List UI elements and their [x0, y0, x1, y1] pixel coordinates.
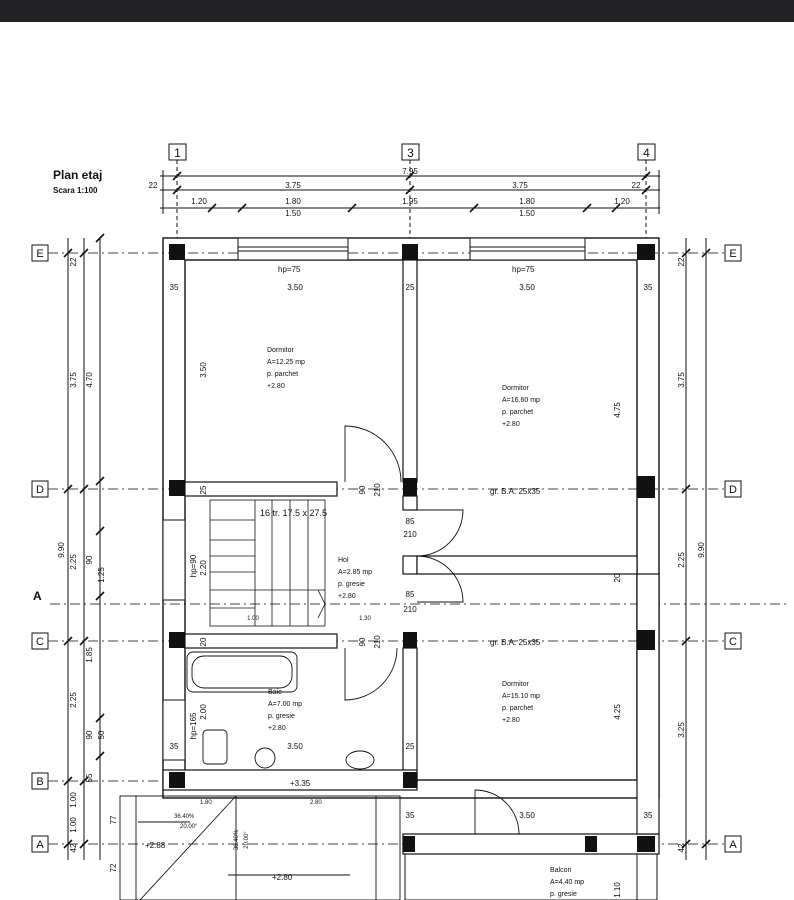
axis-label-right-A: A — [729, 839, 737, 851]
dim-bath-h: 2.00 — [199, 704, 208, 720]
svg-text:A=15.10 mp: A=15.10 mp — [502, 693, 540, 700]
dim-left-inner-8: 72 — [109, 863, 118, 873]
dim-left-total: 9.90 — [57, 542, 66, 558]
level-1: +3.35 — [290, 779, 311, 788]
dim-left-outer-4: 1.00 — [69, 792, 78, 808]
section-mark-left: A — [33, 589, 42, 603]
dim-hall-w: 1.30 — [359, 616, 371, 622]
room-dormitor-2 — [502, 385, 540, 428]
dim-left-inner-5: 90 — [85, 730, 94, 740]
axis-label-right-E: E — [729, 248, 737, 260]
dim-stair-6: 25 — [199, 485, 208, 495]
bathroom-fixtures — [187, 652, 374, 769]
svg-text:p. gresie: p. gresie — [338, 581, 365, 588]
axis-label-3: 3 — [407, 146, 414, 160]
room-dormitor-3 — [502, 681, 540, 724]
level-3: +2.80 — [272, 873, 293, 882]
svg-text:+2.80: +2.80 — [268, 725, 286, 732]
beam-label-c: gr. B.A. 25x35 — [490, 638, 541, 647]
dim-left-inner-1: 4.70 — [85, 372, 94, 388]
dim-opening-2: 1.80 — [285, 197, 301, 206]
dim-opening-3: 1.95 — [402, 197, 418, 206]
dim-bay-left: 3.75 — [285, 181, 301, 190]
dim-room-w-2: 3.50 — [519, 283, 535, 292]
svg-text:A=2.85 mp: A=2.85 mp — [338, 569, 373, 576]
axis-bubble-4 — [638, 144, 655, 160]
dim-room-h-lower: 4.25 — [613, 704, 622, 720]
level-2: +2.88 — [145, 841, 166, 850]
window-hp-bath: hp=165 — [189, 712, 198, 740]
dim-right-outer-1: 3.75 — [677, 372, 686, 388]
dim-door-2-h: 210 — [403, 605, 417, 614]
svg-text:p. parchet: p. parchet — [267, 371, 299, 378]
dim-right-outer-3: 3.25 — [677, 722, 686, 738]
dim-stair-2: 1.00 — [247, 616, 259, 622]
dim-opening-h-1: 1.50 — [285, 209, 301, 218]
dim-left-inner-3: 90 — [85, 555, 94, 565]
dim-balcony-w: 3.50 — [519, 811, 535, 820]
axis-label-left-B: B — [36, 776, 44, 788]
dim-door-4-h: 210 — [373, 635, 382, 649]
window-hp-stair: hp=90 — [189, 554, 198, 578]
svg-text:Dormitor: Dormitor — [502, 385, 529, 392]
plan-scale: Scara 1:100 — [53, 186, 98, 195]
svg-text:p. parchet: p. parchet — [502, 409, 534, 416]
axis-label-1: 1 — [174, 146, 181, 160]
dim-stair-1: 2.20 — [199, 560, 208, 576]
dim-door-3-h: 210 — [373, 483, 382, 497]
svg-text:+2.80: +2.80 — [338, 593, 356, 600]
dim-door-2-w: 85 — [405, 590, 415, 599]
dim-right-outer-2: 2.25 — [677, 552, 686, 568]
dim-left-outer-1: 3.75 — [69, 372, 78, 388]
dim-door-1-w: 85 — [405, 517, 415, 526]
dim-left-inner-2: 1.25 — [97, 567, 106, 583]
dim-opening-5: 1.20 — [614, 197, 630, 206]
dim-stair-4: 20 — [613, 573, 622, 583]
beam-label-d: gr. B.A. 25x35 — [490, 487, 541, 496]
dim-right-edge-1: 22 — [677, 257, 686, 267]
svg-text:A=7.00 mp: A=7.00 mp — [268, 701, 303, 708]
roof-slope-4: 20.00° — [244, 831, 250, 849]
room-balcon — [550, 867, 584, 898]
dim-room-w-1: 3.50 — [287, 283, 303, 292]
dim-wall-5: 35 — [405, 811, 415, 820]
dim-left-extra-1: 50 — [97, 730, 106, 740]
dim-wall-4: 35 — [643, 811, 653, 820]
dim-left-edge-1: 22 — [69, 257, 78, 267]
dim-door-4-w: 90 — [358, 637, 367, 647]
dim-edge-left-top: 22 — [148, 181, 158, 190]
roof-slope-1: 36.40% — [174, 814, 195, 820]
roof-slope-2: 20.00° — [180, 824, 198, 830]
dim-left-edge-2: 42 — [69, 843, 78, 853]
dim-mid-wall-1: 25 — [405, 283, 415, 292]
dim-left-outer-5: 1.00 — [69, 817, 78, 833]
svg-text:Balcon: Balcon — [550, 867, 572, 874]
axis-label-left-E: E — [36, 248, 44, 260]
dim-left-inner-4: 1.85 — [85, 647, 94, 663]
dim-opening-4: 1.80 — [519, 197, 535, 206]
svg-text:p. gresie: p. gresie — [550, 891, 577, 898]
svg-text:A=12.25 mp: A=12.25 mp — [267, 359, 305, 366]
dim-wall-1: 35 — [169, 283, 179, 292]
svg-text:Dormitor: Dormitor — [502, 681, 529, 688]
axis-label-right-C: C — [729, 636, 737, 648]
staircase — [210, 500, 328, 626]
svg-text:Dormitor: Dormitor — [267, 347, 294, 354]
dim-wall-2: 35 — [643, 283, 653, 292]
dim-right-total: 9.90 — [697, 542, 706, 558]
dim-total-top: 7.95 — [402, 167, 418, 176]
dim-wall-3: 35 — [169, 742, 179, 751]
svg-text:Baie: Baie — [268, 689, 283, 696]
dim-stair-5: 20 — [199, 637, 208, 647]
svg-text:+2.80: +2.80 — [502, 717, 520, 724]
dim-edge-right-top: 22 — [631, 181, 641, 190]
axis-label-right-D: D — [729, 484, 737, 496]
svg-text:A=4.40 mp: A=4.40 mp — [550, 879, 585, 886]
dim-room-h-left: 3.50 — [199, 362, 208, 378]
roof-dim-2: 2.80 — [310, 800, 322, 806]
dim-balcony-h: 1.10 — [613, 882, 622, 898]
room-hol — [338, 557, 372, 600]
dim-left-inner-6: 55 — [85, 773, 94, 783]
svg-text:A=16.60 mp: A=16.60 mp — [502, 397, 540, 404]
svg-text:p. gresie: p. gresie — [268, 713, 295, 720]
axis-bubble-3 — [402, 144, 419, 160]
dim-door-3-w: 90 — [358, 485, 367, 495]
svg-text:p. parchet: p. parchet — [502, 705, 534, 712]
axis-bubble-1 — [169, 144, 186, 160]
svg-text:+2.80: +2.80 — [267, 383, 285, 390]
room-dormitor-1 — [267, 347, 305, 390]
dim-bay-right: 3.75 — [512, 181, 528, 190]
room-baie — [268, 689, 302, 732]
window-hp-left: hp=75 — [278, 265, 301, 274]
window-hp-right: hp=75 — [512, 265, 535, 274]
roof-dim-1: 1.80 — [200, 800, 212, 806]
roof-slope-3: 36.40% — [234, 829, 240, 851]
axis-label-4: 4 — [643, 146, 650, 160]
dim-door-1-h: 210 — [403, 530, 417, 539]
dim-opening-h-2: 1.50 — [519, 209, 535, 218]
dim-opening-1: 1.20 — [191, 197, 207, 206]
dim-left-outer-2: 2.25 — [69, 554, 78, 570]
dim-room-h-right: 4.75 — [613, 402, 622, 418]
svg-text:Hol: Hol — [338, 557, 349, 564]
stair-label: 16 tr. 17.5 x 27.5 — [260, 508, 328, 518]
axis-label-left-A: A — [36, 839, 44, 851]
plan-title: Plan etaj — [53, 168, 103, 182]
dim-left-outer-3: 2.25 — [69, 692, 78, 708]
dim-right-edge-2: 42 — [677, 843, 686, 853]
svg-text:+2.80: +2.80 — [502, 421, 520, 428]
axis-label-left-C: C — [36, 636, 44, 648]
axis-label-left-D: D — [36, 484, 44, 496]
dim-room-w-3: 3.50 — [287, 742, 303, 751]
dim-mid-wall-2: 25 — [405, 742, 415, 751]
dim-left-inner-7: 77 — [109, 815, 118, 825]
